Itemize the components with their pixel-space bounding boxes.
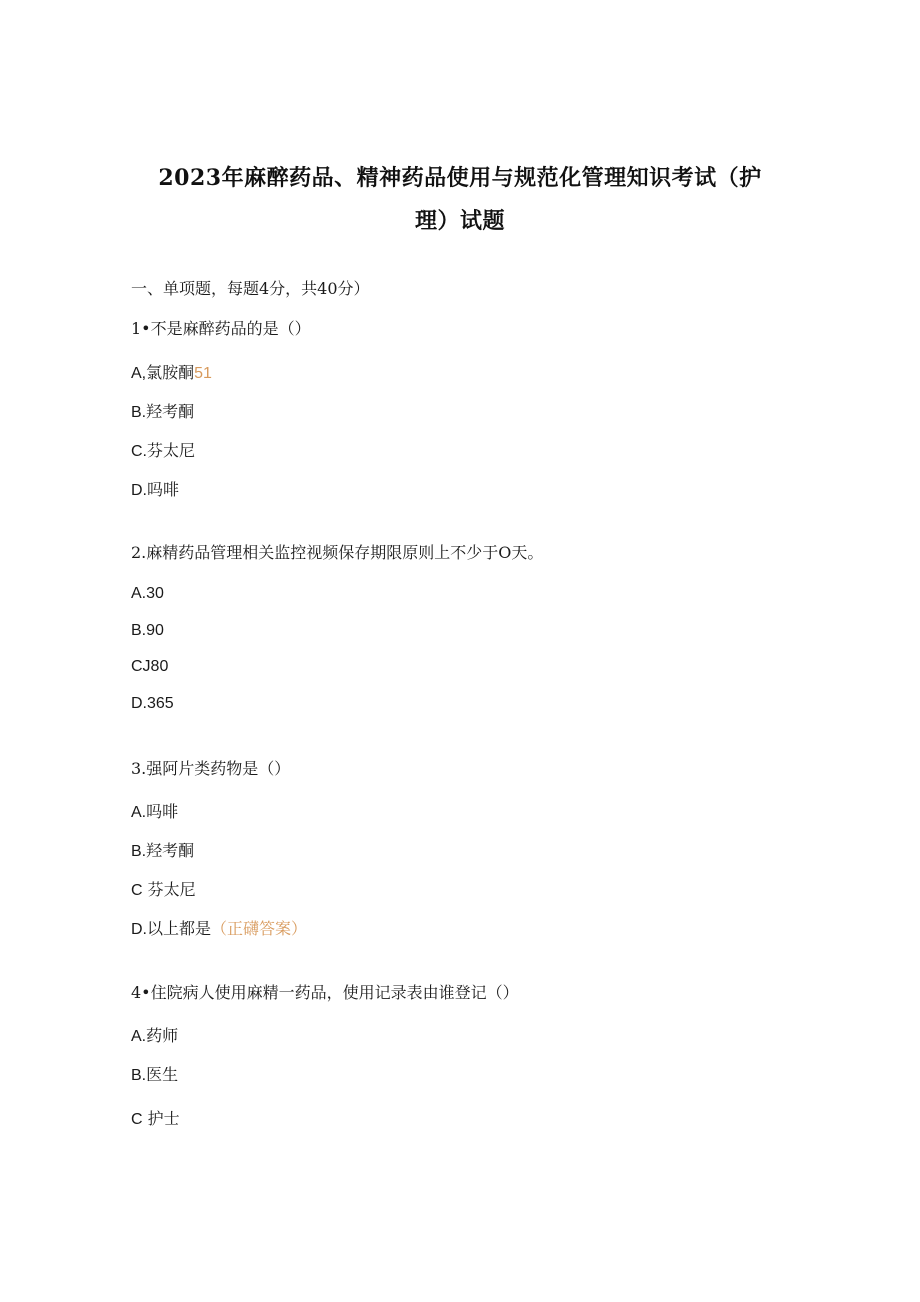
option-text: 芬太尼 [147, 880, 196, 899]
option-key: C. [131, 443, 147, 460]
option-key: D. [131, 482, 147, 499]
handwritten-note: 51 [194, 365, 212, 382]
section-heading: 一、单项题，每题4分，共40分） [131, 279, 370, 298]
question-2-option-c [131, 656, 168, 676]
question-4-option-b [131, 1062, 178, 1085]
question-2-stem: 2.麻精药品管理相关监控视频保存期限原则上不少于O天。 [131, 543, 544, 562]
option-text: 氯胺酮 [146, 363, 195, 382]
question-3-option-d [131, 916, 307, 939]
question-2-option-a [131, 583, 164, 603]
question-4-option-c [131, 1106, 180, 1129]
document-title-line-2: 理）试题 [414, 208, 505, 234]
question-3-option-b [131, 838, 194, 861]
question-3-option-a [131, 799, 178, 822]
option-text: 羟考酮 [146, 402, 195, 421]
option-key: D.365 [131, 695, 174, 712]
option-text: 药师 [146, 1026, 179, 1045]
option-key: A. [131, 804, 147, 821]
option-key: B.90 [131, 622, 164, 639]
question-1-option-b [131, 399, 194, 422]
question-1-option-c [131, 438, 195, 461]
question-1-stem: 1•不是麻醉药品的是（） [131, 319, 311, 338]
option-key: C [131, 1111, 143, 1128]
option-text: 以上都是 [147, 919, 212, 938]
question-3-stem: 3.强阿片类药物是（） [131, 759, 291, 778]
option-text: 护士 [147, 1109, 180, 1128]
option-key: B. [131, 1067, 147, 1084]
question-1-option-d [131, 477, 179, 500]
question-4-option-a [131, 1023, 178, 1046]
option-key: C [131, 882, 143, 899]
option-text: 芬太尼 [147, 441, 196, 460]
question-2-option-d [131, 693, 174, 713]
question-3-option-c [131, 877, 196, 900]
question-1-option-a [131, 360, 212, 383]
option-key: A, [131, 365, 147, 382]
option-key: CJ80 [131, 658, 169, 675]
option-key: D. [131, 921, 147, 938]
question-4-stem: 4•住院病人使用麻精一药品，使用记录表由谁登记（） [131, 983, 519, 1002]
option-text: 羟考酮 [146, 841, 195, 860]
option-key: A. [131, 1028, 147, 1045]
option-text: 吗啡 [146, 802, 179, 821]
option-text: 医生 [146, 1065, 179, 1084]
correct-answer-note: （正礴答案） [211, 919, 308, 938]
option-text: 吗啡 [147, 480, 180, 499]
option-key: B. [131, 843, 147, 860]
question-2-option-b [131, 620, 164, 640]
option-key: A.30 [131, 585, 164, 602]
document-title-line-1: 2023年麻醉药品、精神药品使用与规范化管理知识考试（护 [158, 165, 762, 191]
option-key: B. [131, 404, 147, 421]
